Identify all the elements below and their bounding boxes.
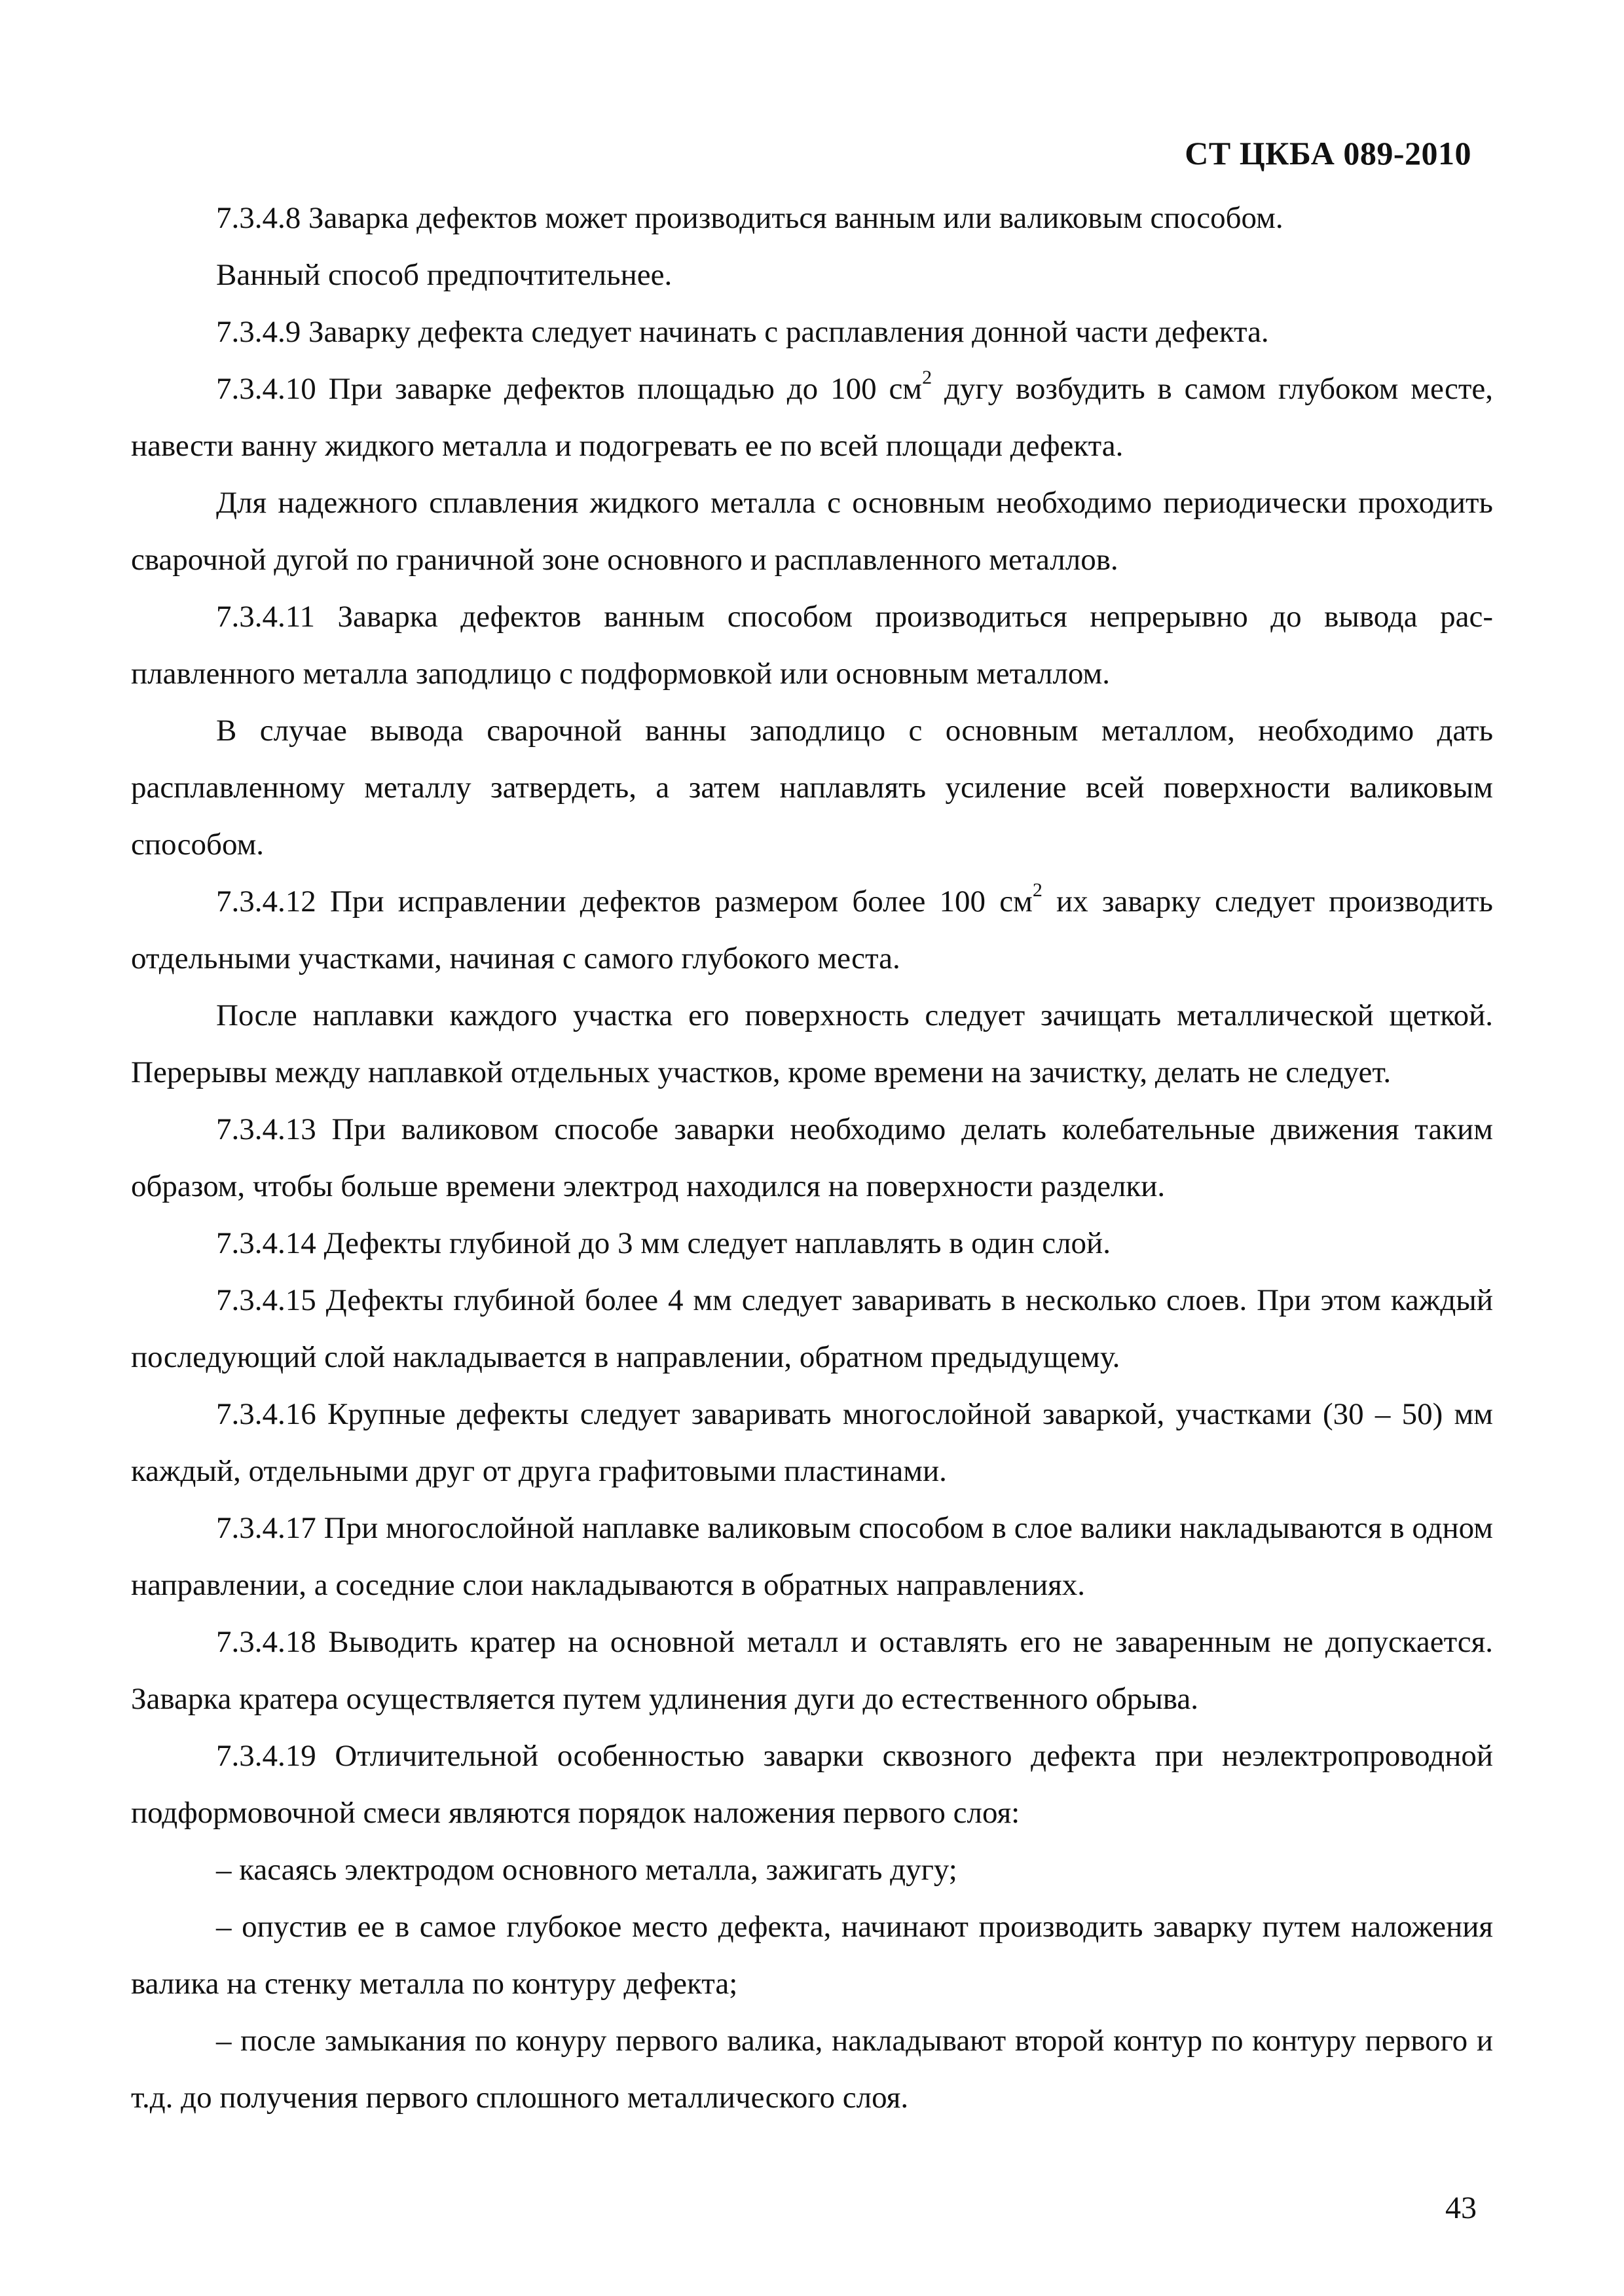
list-item-ignite-arc: – касаясь электродом основного металла, зажигать дугу; [216,1853,957,1887]
paragraph-7-3-4-16: 7.3.4.16 Крупные дефекты следует заваривать многослойной заваркой, участками (30 – 50) мм каждый, отдельными друг от друга графитовыми пластинами. [131,1397,1493,1488]
paragraph-7-3-4-13: 7.3.4.13 При валиковом способе заварки необходимо делать колебательные движения таким образом, чтобы больше времени электрод находился на поверхности разделки. [131,1112,1493,1203]
paragraph-after-deposit: После наплавки каждого участка его поверхность следует зачищать металлической щеткой. Перерывы между наплавкой отдельных участков, кроме времени на зачистку, делать не следует. [131,998,1493,1089]
document-code-header: СТ ЦКБА 089-2010 [1185,135,1471,172]
paragraph-7-3-4-19: 7.3.4.19 Отличительной особенностью заварки сквозного дефекта при неэлектропроводной подформовочной смеси являются порядок наложения первого слоя: [131,1739,1493,1830]
paragraph-7-3-4-9: 7.3.4.9 Заварку дефекта следует начинать с расплавления донной части дефекта. [216,315,1269,349]
paragraph-text: 7.3.4.10 При заварке дефектов площадью до 100 см [216,372,923,406]
paragraph-text: их заварку следует производить отдельными участками, начиная с самого глубокого места. [131,884,1493,975]
list-item-second-contour: – после замыкания по конуру первого валика, накладывают второй контур по контуру первого и т.д. до получения первого сплошного металлического слоя. [131,2024,1493,2115]
paragraph-7-3-4-8: 7.3.4.8 Заварка дефектов может производиться ванным или валиковым способом. [216,201,1283,235]
paragraph-text: дугу возбудить в самом глубоком месте, навести ванну жидкого металла и подогревать ее по всей площади дефекта. [131,372,1494,463]
paragraph-7-3-4-14: 7.3.4.14 Дефекты глубиной до 3 мм следует наплавлять в один слой. [216,1226,1111,1260]
list-item-lower-arc: – опустив ее в самое глубокое место дефекта, начинают производить заварку путем наложения валика на стенку металла по контуру дефекта; [131,1910,1493,2001]
paragraph-weld-pool-output: В случае вывода сварочной ванны заподлицо с основным металлом, необходимо дать расплавленному металлу затвердеть, а затем наплавлять усиление всей поверхности валиковым способом. [131,714,1493,862]
paragraph-7-3-4-15: 7.3.4.15 Дефекты глубиной более 4 мм следует заваривать в несколько слоев. При этом каждый последующий слой накладывается в направлении, обратном предыдущему. [131,1283,1493,1374]
paragraph-7-3-4-10 [131,361,1493,475]
superscript: 2 [922,367,932,389]
paragraph-7-3-4-17: 7.3.4.17 При многослойной наплавке валиковым способом в слое валики накладываются в одном направлении, а соседние слои накладываются в обратных направлениях. [131,1511,1493,1602]
paragraph-7-3-4-11: 7.3.4.11 Заварка дефектов ванным способом производиться непрерывно до вывода расплавленного металла заподлицо с подформовкой или основным металлом. [131,600,1493,691]
paragraph-bath-method: Ванный способ предпочтительнее. [216,258,673,292]
paragraph-fusion: Для надежного сплавления жидкого металла с основным необходимо периодически проходить сварочной дугой по граничной зоне основного и расплавленного металлов. [131,486,1493,577]
page-number: 43 [1445,2191,1477,2225]
paragraph-text: 7.3.4.12 При исправлении дефектов размером более 100 см [216,884,1033,919]
paragraph-7-3-4-18: 7.3.4.18 Выводить кратер на основной металл и оставлять его не заваренным не допускается. Заварка кратера осуществляется путем удлинения дуги до естественного обрыва. [131,1625,1493,1716]
superscript: 2 [1032,879,1043,902]
paragraph-7-3-4-12 [131,873,1493,987]
document-body [131,190,1493,2126]
